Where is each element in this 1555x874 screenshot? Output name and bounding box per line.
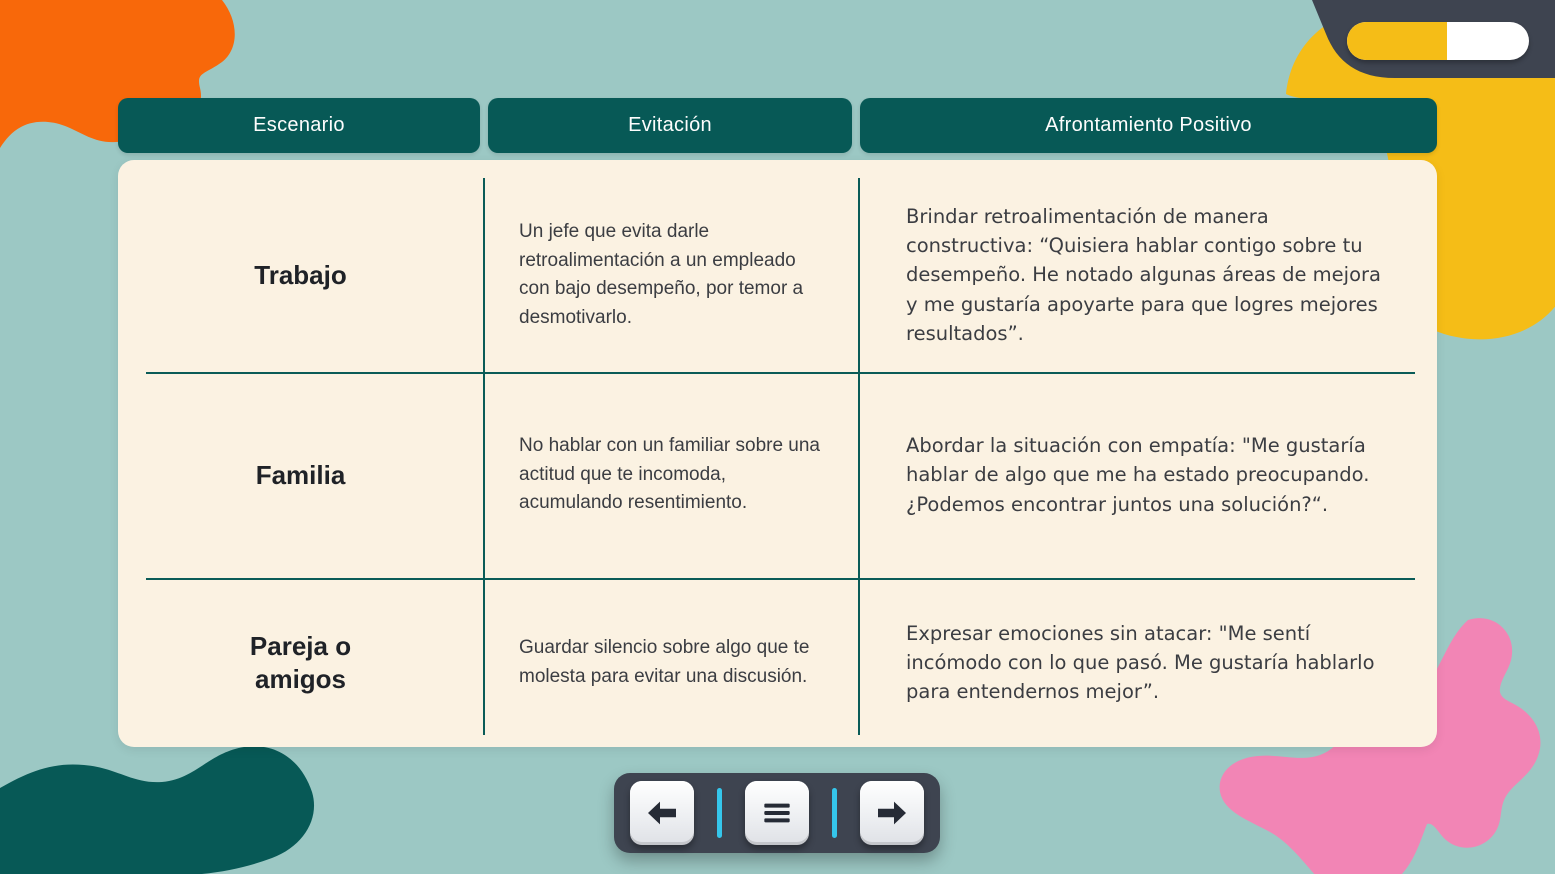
table-header-evitacion: Evitación <box>488 98 852 153</box>
arrow-right-icon <box>876 797 908 829</box>
afrontamiento-cell <box>858 178 1437 372</box>
table-row <box>118 178 1437 372</box>
afrontamiento-cell <box>858 578 1437 747</box>
scenario-cell <box>118 578 483 747</box>
table-header-row <box>118 98 1437 153</box>
arrow-left-icon <box>646 797 678 829</box>
menu-icon <box>761 797 793 829</box>
afrontamiento-text: Brindar retroalimentación de manera constructiva: “Quisiera hablar contigo sobre tu desempeño. He notado algunas áreas de mejora y me gustaría apoyarte para que logres mejores resultados”. <box>906 204 1381 345</box>
afrontamiento-text: Expresar emociones sin atacar: "Me sentí incómodo con lo que pasó. Me gustaría hablarlo para entendernos mejor”. <box>906 621 1375 704</box>
next-slide-button[interactable] <box>860 781 924 845</box>
evitacion-cell <box>483 372 858 578</box>
scenario-cell <box>118 372 483 578</box>
afrontamiento-text: Abordar la situación con empatía: "Me gustaría hablar de algo que me ha estado preocupando. ¿Podemos encontrar juntos una solución?“. <box>906 434 1370 516</box>
evitacion-cell <box>483 178 858 372</box>
table-rows <box>118 178 1437 747</box>
progress-bar-fill <box>1347 22 1447 60</box>
nav-divider <box>717 788 722 838</box>
comparison-table <box>118 160 1437 747</box>
previous-slide-button[interactable] <box>630 781 694 845</box>
player-navigation-bar <box>614 773 940 853</box>
progress-bar <box>1347 22 1529 60</box>
table-row <box>118 578 1437 747</box>
evitacion-text: Guardar silencio sobre algo que te molesta para evitar una discusión. <box>519 637 810 687</box>
scenario-label: Trabajo <box>254 259 347 290</box>
evitacion-text: No hablar con un familiar sobre una actitud que te incomoda, acumulando resentimiento. <box>519 435 821 514</box>
evitacion-text: Un jefe que evita darle retroalimentación a un empleado con bajo desempeño, por temor a desmotivarlo. <box>519 221 804 328</box>
scenario-label: Pareja o amigos <box>249 631 352 694</box>
scenario-label: Familia <box>255 459 346 490</box>
evitacion-cell <box>483 578 858 747</box>
nav-divider <box>832 788 837 838</box>
table-header-escenario: Escenario <box>118 98 480 153</box>
table-row <box>118 372 1437 578</box>
table-header-afrontamiento-positivo: Afrontamiento Positivo <box>860 98 1437 153</box>
scenario-cell <box>118 178 483 372</box>
index-menu-button[interactable] <box>745 781 809 845</box>
afrontamiento-cell <box>858 372 1437 578</box>
